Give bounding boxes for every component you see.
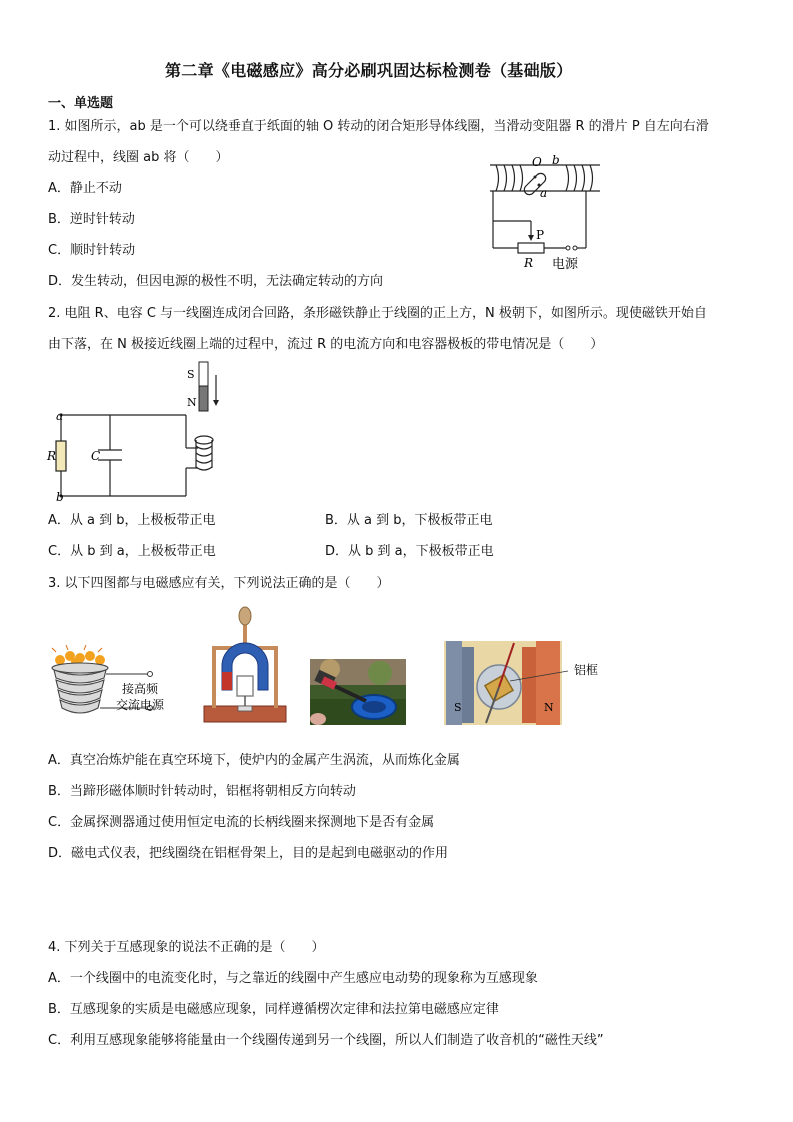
q1-option-b: B．逆时针转动 (48, 212, 135, 227)
q2-stem-line2: 由下落，在 N 极接近线圈上端的过程中，流过 R 的电流方向和电容器极板的带电情况是（ ） (48, 337, 604, 352)
q2-label-n: N (187, 396, 197, 409)
q4-stem-line1: 4. 下列关于互感现象的说法不正确的是（ ） (48, 940, 325, 955)
q3-figure-metal-detector (310, 659, 406, 725)
section-heading: 一、单选题 (48, 96, 114, 111)
q3-figure-furnace (44, 648, 174, 722)
q2-option-d: D．从 b 到 a，下极板带正电 (325, 544, 494, 559)
q2-label-c: C (91, 449, 101, 463)
q3-option-c: C．金属探测器通过使用恒定电流的长柄线圈来探测地下是否有金属 (48, 815, 435, 830)
q2-stem-line1: 2. 电阻 R、电容 C 与一线圈连成闭合回路，条形磁铁静止于线圈的正上方，N 极朝下，如图所示。现使磁铁开始自 (48, 306, 707, 321)
q1-stem-line1: 1. 如图所示，ab 是一个可以绕垂直于纸面的轴 O 转动的闭合矩形导体线圈，当滑动变阻器 R 的滑片 P 自左向右滑 (48, 119, 709, 134)
q1-stem-line2: 动过程中，线圈 ab 将（ ） (48, 150, 229, 165)
q1-label-r: R (524, 256, 534, 270)
q2-label-r: R (47, 449, 57, 463)
q2-option-b: B．从 a 到 b，下极板带正电 (325, 513, 493, 528)
page-title: 第二章《电磁感应》高分必刷巩固达标检测卷（基础版） (165, 61, 573, 80)
q2-label-a: a (56, 409, 64, 423)
q3-fig1-label-line1: 接高频 (122, 682, 159, 696)
q1-circuit-figure (488, 155, 603, 273)
q3-figure-aluminum-frame-meter (444, 641, 606, 727)
q2-circuit-figure (47, 360, 230, 505)
rheostat (518, 243, 544, 253)
bar-magnet-s (199, 362, 208, 386)
q2-label-s: S (187, 368, 195, 381)
q2-option-a: A．从 a 到 b，上极板带正电 (48, 513, 216, 528)
q3-fig4-label-s: S (454, 701, 462, 714)
q1-option-c: C．顺时针转动 (48, 243, 136, 258)
q2-label-b: b (56, 490, 64, 504)
q3-figure-horseshoe-magnet (200, 606, 290, 728)
q1-label-a: a (540, 186, 548, 200)
bar-magnet-n (199, 386, 208, 411)
q3-fig4-label-frame: 铝框 (574, 663, 599, 677)
q1-option-a: A．静止不动 (48, 181, 122, 196)
q3-option-b: B．当蹄形磁体顺时针转动时，铝框将朝相反方向转动 (48, 784, 356, 799)
q4-option-c: C．利用互感现象能够将能量由一个线圈传递到另一个线圈，所以人们制造了收音机的“磁性天线” (48, 1033, 604, 1048)
q1-label-o: O (532, 155, 542, 169)
q3-stem-line1: 3. 以下四图都与电磁感应有关，下列说法正确的是（ ） (48, 576, 390, 591)
q1-label-p: P (536, 228, 545, 242)
q3-fig4-label-n: N (544, 701, 554, 714)
q3-option-a: A．真空冶炼炉能在真空环境下，使炉内的金属产生涡流，从而炼化金属 (48, 753, 460, 768)
q4-option-a: A．一个线圈中的电流变化时，与之靠近的线圈中产生感应电动势的现象称为互感现象 (48, 971, 538, 986)
q3-fig1-label-line2: 交流电源 (116, 698, 165, 712)
q1-option-d: D．发生转动，但因电源的极性不明，无法确定转动的方向 (48, 274, 384, 289)
q3-option-d: D．磁电式仪表，把线圈绕在铝框骨架上，目的是起到电磁驱动的作用 (48, 846, 449, 861)
resistor-r (56, 441, 66, 471)
q1-label-b: b (552, 153, 560, 167)
q2-option-c: C．从 b 到 a，上极板带正电 (48, 544, 216, 559)
q4-option-b: B．互感现象的实质是电磁感应现象，同样遵循楞次定律和法拉第电磁感应定律 (48, 1002, 499, 1017)
q1-label-source: 电源 (552, 257, 579, 272)
